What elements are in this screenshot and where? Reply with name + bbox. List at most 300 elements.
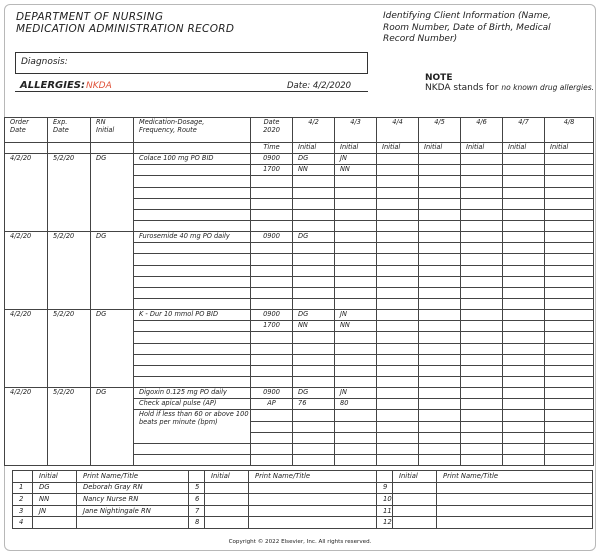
initial-cell — [419, 232, 461, 243]
initial-cell — [335, 410, 377, 421]
initial-cell — [293, 443, 335, 454]
legend-initial-header: Initial — [393, 471, 437, 483]
initial-cell — [293, 365, 335, 376]
legend-initial-header: Initial — [33, 471, 77, 483]
initial-cell — [293, 209, 335, 220]
initial-cell — [419, 410, 461, 421]
medication-cell — [134, 287, 251, 298]
legend-number: 4 — [13, 517, 33, 529]
initial-cell — [335, 232, 377, 243]
initial-cell — [461, 421, 503, 432]
rn-initial: DG — [91, 388, 134, 466]
col-day-6: 4/7 — [503, 118, 545, 143]
form-title — [16, 11, 234, 35]
note-text — [425, 83, 594, 93]
time-cell — [251, 220, 293, 231]
initial-cell: JN — [335, 154, 377, 165]
legend-name-header: Print Name/Title — [249, 471, 377, 483]
initial-cell — [293, 198, 335, 209]
time-cell — [251, 287, 293, 298]
order-date: 4/2/20 — [5, 388, 48, 466]
initial-cell — [335, 254, 377, 265]
initial-cell: NN — [293, 321, 335, 332]
initial-cell — [377, 432, 419, 443]
initial-cell — [461, 209, 503, 220]
time-cell: 0900 — [251, 232, 293, 243]
initial-cell — [293, 276, 335, 287]
order-date: 4/2/20 — [5, 232, 48, 310]
initial-cell — [419, 154, 461, 165]
initial-cell — [293, 454, 335, 465]
initial-cell — [461, 343, 503, 354]
initial-cell — [377, 310, 419, 321]
initial-cell — [545, 399, 594, 410]
col-day-5: 4/6 — [461, 118, 503, 143]
initial-cell — [419, 454, 461, 465]
medication-name: Colace 100 mg PO BID — [134, 154, 251, 165]
initial-cell — [335, 343, 377, 354]
time-cell — [251, 332, 293, 343]
legend-initial — [205, 494, 249, 506]
medication-name: Furosemide 40 mg PO daily — [134, 232, 251, 243]
medication-cell — [134, 365, 251, 376]
initial-cell — [461, 365, 503, 376]
initial-cell — [461, 432, 503, 443]
exp-date: 5/2/20 — [48, 232, 91, 310]
initial-cell — [419, 243, 461, 254]
initial-cell — [545, 176, 594, 187]
initial-cell — [461, 154, 503, 165]
legend-row — [13, 517, 593, 529]
initial-cell — [461, 376, 503, 387]
time-cell — [251, 454, 293, 465]
medication-cell — [134, 298, 251, 309]
initial-cell: DG — [293, 232, 335, 243]
initial-cell — [335, 243, 377, 254]
initial-cell — [293, 421, 335, 432]
initial-cell — [377, 421, 419, 432]
col-date: Date 2020 — [251, 118, 293, 143]
initial-cell — [377, 410, 419, 421]
col-day-1: 4/2 — [293, 118, 335, 143]
medication-name: Digoxin 0.125 mg PO daily — [134, 388, 251, 399]
diagnosis-box — [15, 52, 368, 74]
initial-cell — [503, 365, 545, 376]
time-cell — [251, 343, 293, 354]
initial-cell — [461, 243, 503, 254]
legend-initial: NN — [33, 494, 77, 506]
medication-cell — [134, 332, 251, 343]
initial-cell — [377, 276, 419, 287]
legend-initial — [33, 517, 77, 529]
initial-cell — [377, 287, 419, 298]
initial-cell — [293, 376, 335, 387]
initial-cell — [461, 454, 503, 465]
medication-cell — [134, 254, 251, 265]
initial-cell — [503, 432, 545, 443]
time-cell — [251, 410, 293, 421]
initial-cell — [419, 443, 461, 454]
signature-legend-table — [12, 470, 593, 529]
time-cell — [251, 187, 293, 198]
initial-cell — [545, 220, 594, 231]
initial-cell: DG — [293, 310, 335, 321]
time-cell: 0900 — [251, 310, 293, 321]
rn-initial: DG — [91, 154, 134, 232]
note-title: NOTE — [425, 73, 453, 83]
initial-cell — [461, 220, 503, 231]
initial-cell — [419, 399, 461, 410]
initial-cell — [545, 421, 594, 432]
legend-name — [249, 494, 377, 506]
initial-cell — [503, 265, 545, 276]
legend-number: 3 — [13, 505, 33, 517]
initial-label: Initial — [377, 143, 419, 154]
mar-table — [4, 117, 594, 466]
initial-cell: DG — [293, 154, 335, 165]
initial-cell — [335, 176, 377, 187]
legend-number: 2 — [13, 494, 33, 506]
medication-cell — [134, 443, 251, 454]
initial-cell — [293, 354, 335, 365]
legend-row — [13, 482, 593, 494]
initial-cell — [461, 232, 503, 243]
medication-cell — [134, 321, 251, 332]
initial-cell — [377, 187, 419, 198]
initial-cell — [335, 187, 377, 198]
medication-cell — [134, 165, 251, 176]
legend-name: Deborah Gray RN — [77, 482, 189, 494]
legend-row — [13, 505, 593, 517]
initial-cell: NN — [293, 165, 335, 176]
time-cell — [251, 276, 293, 287]
initial-cell — [419, 421, 461, 432]
initial-cell — [419, 220, 461, 231]
initial-cell — [545, 388, 594, 399]
initial-cell — [545, 354, 594, 365]
medication-cell — [134, 243, 251, 254]
time-cell: 0900 — [251, 154, 293, 165]
legend-number-header — [189, 471, 205, 483]
initial-cell — [545, 332, 594, 343]
time-cell — [251, 376, 293, 387]
legend-name-header: Print Name/Title — [77, 471, 189, 483]
note-text-main: NKDA stands for — [425, 83, 499, 93]
initial-cell — [461, 265, 503, 276]
initial-cell — [503, 154, 545, 165]
initial-cell — [545, 365, 594, 376]
exp-date: 5/2/20 — [48, 154, 91, 232]
order-date: 4/2/20 — [5, 154, 48, 232]
initial-cell — [461, 354, 503, 365]
initial-cell — [377, 198, 419, 209]
initial-cell — [293, 220, 335, 231]
initial-cell — [419, 265, 461, 276]
initial-cell: NN — [335, 165, 377, 176]
col-exp-date: Exp. Date — [48, 118, 91, 143]
initial-label: Initial — [293, 143, 335, 154]
legend-number: 12 — [377, 517, 393, 529]
initial-cell — [377, 399, 419, 410]
initial-cell — [545, 321, 594, 332]
time-cell: 0900 — [251, 388, 293, 399]
form-title-line2: MEDICATION ADMINISTRATION RECORD — [16, 23, 235, 35]
initial-cell — [461, 443, 503, 454]
initial-cell — [545, 410, 594, 421]
initial-cell — [293, 254, 335, 265]
medication-cell — [134, 343, 251, 354]
initial-cell — [545, 198, 594, 209]
initial-cell — [461, 298, 503, 309]
time-cell — [251, 443, 293, 454]
medication-name: K - Dur 10 mmol PO BID — [134, 310, 251, 321]
initial-cell — [503, 276, 545, 287]
initial-cell — [503, 343, 545, 354]
initial-cell — [461, 254, 503, 265]
mar-body — [5, 154, 594, 466]
initial-cell — [335, 332, 377, 343]
initial-cell — [377, 321, 419, 332]
medication-check: Check apical pulse (AP) — [134, 399, 251, 410]
initial-cell — [545, 432, 594, 443]
initial-cell — [377, 298, 419, 309]
legend-name: Jane Nightingale RN — [77, 505, 189, 517]
initial-cell — [503, 165, 545, 176]
allergies-date: Date: 4/2/2020 — [287, 81, 352, 91]
time-cell — [251, 254, 293, 265]
legend-number: 6 — [189, 494, 205, 506]
initial-cell — [335, 265, 377, 276]
initial-cell — [419, 321, 461, 332]
initial-label: Initial — [545, 143, 594, 154]
initial-cell — [335, 421, 377, 432]
initial-cell — [419, 343, 461, 354]
initial-cell — [545, 287, 594, 298]
col-day-7: 4/8 — [545, 118, 594, 143]
initial-cell — [545, 376, 594, 387]
allergies-underline — [15, 91, 368, 92]
medication-cell — [134, 276, 251, 287]
initial-cell — [461, 165, 503, 176]
legend-name — [77, 517, 189, 529]
legend-number: 8 — [189, 517, 205, 529]
initial-cell — [419, 376, 461, 387]
legend-number-header — [13, 471, 33, 483]
time-cell — [251, 354, 293, 365]
initial-cell — [377, 165, 419, 176]
identifying-info-line1: Identifying Client Information (Name, — [383, 11, 551, 21]
legend-number: 5 — [189, 482, 205, 494]
legend-initial — [205, 482, 249, 494]
initial-cell — [377, 443, 419, 454]
initial-cell: NN — [335, 321, 377, 332]
initial-cell — [335, 276, 377, 287]
initial-label: Initial — [335, 143, 377, 154]
initial-cell — [335, 198, 377, 209]
col-rn-initial: RN Initial — [91, 118, 134, 143]
initial-label: Initial — [419, 143, 461, 154]
time-cell: AP — [251, 399, 293, 410]
initial-cell — [335, 443, 377, 454]
legend-name — [437, 482, 593, 494]
initial-cell — [503, 454, 545, 465]
medication-cell — [134, 354, 251, 365]
initial-cell — [461, 388, 503, 399]
initial-cell — [545, 165, 594, 176]
allergies-label: ALLERGIES: — [20, 80, 85, 91]
initial-cell — [503, 232, 545, 243]
note-text-small: no known drug allergies. — [501, 83, 595, 92]
legend-number: 9 — [377, 482, 393, 494]
initial-cell — [419, 298, 461, 309]
legend-number: 1 — [13, 482, 33, 494]
initial-cell — [335, 287, 377, 298]
initial-cell — [503, 198, 545, 209]
legend-number: 7 — [189, 505, 205, 517]
initial-cell — [503, 209, 545, 220]
legend-initial — [205, 505, 249, 517]
medication-cell — [134, 176, 251, 187]
rn-initial: DG — [91, 310, 134, 388]
initial-cell — [293, 287, 335, 298]
initial-cell — [545, 298, 594, 309]
initial-cell — [335, 298, 377, 309]
initial-cell — [545, 443, 594, 454]
initial-cell — [293, 432, 335, 443]
legend-initial — [205, 517, 249, 529]
initial-cell — [335, 209, 377, 220]
mar-subheader-row — [5, 143, 594, 154]
initial-cell — [545, 310, 594, 321]
initial-cell — [503, 388, 545, 399]
initial-cell — [293, 343, 335, 354]
legend-initial — [393, 494, 437, 506]
legend-number: 11 — [377, 505, 393, 517]
initial-cell — [377, 376, 419, 387]
initial-cell — [545, 343, 594, 354]
legend-name — [437, 517, 593, 529]
initial-cell — [545, 276, 594, 287]
identifying-info — [383, 11, 593, 46]
initial-cell — [503, 176, 545, 187]
initial-cell — [419, 432, 461, 443]
initial-cell — [293, 176, 335, 187]
initial-cell — [461, 276, 503, 287]
initial-cell — [503, 376, 545, 387]
order-date: 4/2/20 — [5, 310, 48, 388]
medication-cell — [134, 198, 251, 209]
initial-cell — [461, 410, 503, 421]
initial-cell — [545, 232, 594, 243]
mar-header-row — [5, 118, 594, 143]
identifying-info-line3: Record Number) — [383, 34, 458, 44]
initial-cell — [377, 209, 419, 220]
initial-cell — [461, 287, 503, 298]
initial-cell — [377, 220, 419, 231]
initial-label: Initial — [461, 143, 503, 154]
initial-cell — [503, 354, 545, 365]
initial-cell — [503, 443, 545, 454]
initial-cell — [461, 176, 503, 187]
initial-cell — [377, 454, 419, 465]
time-cell — [251, 176, 293, 187]
initial-cell — [377, 254, 419, 265]
medication-cell — [134, 265, 251, 276]
copyright: Copyright © 2022 Elsevier, Inc. All rights reserved. — [228, 539, 372, 545]
legend-number-header — [377, 471, 393, 483]
initial-cell — [419, 354, 461, 365]
initial-cell — [419, 176, 461, 187]
initial-cell — [377, 332, 419, 343]
initial-cell — [503, 421, 545, 432]
initial-cell — [293, 187, 335, 198]
time-cell — [251, 198, 293, 209]
legend-name — [249, 505, 377, 517]
medication-cell — [134, 220, 251, 231]
initial-cell — [419, 310, 461, 321]
initial-cell — [419, 332, 461, 343]
initial-cell — [419, 254, 461, 265]
time-label: Time — [251, 143, 293, 154]
initial-cell — [377, 176, 419, 187]
medication-cell — [134, 454, 251, 465]
initial-cell — [503, 287, 545, 298]
time-cell — [251, 265, 293, 276]
initial-cell — [377, 354, 419, 365]
time-cell — [251, 298, 293, 309]
initial-cell — [503, 220, 545, 231]
initial-cell — [419, 187, 461, 198]
initial-cell — [461, 310, 503, 321]
time-cell — [251, 421, 293, 432]
initial-cell — [335, 432, 377, 443]
time-cell — [251, 365, 293, 376]
initial-cell: 76 — [293, 399, 335, 410]
med-row — [5, 388, 594, 399]
initial-cell — [419, 365, 461, 376]
medication-cell — [134, 187, 251, 198]
initial-cell — [461, 187, 503, 198]
col-day-3: 4/4 — [377, 118, 419, 143]
initial-cell — [545, 187, 594, 198]
col-order-date: Order Date — [5, 118, 48, 143]
med-row — [5, 154, 594, 165]
initial-cell — [503, 321, 545, 332]
initial-cell — [503, 298, 545, 309]
initial-label: Initial — [503, 143, 545, 154]
initial-cell — [419, 165, 461, 176]
initial-cell — [419, 198, 461, 209]
initial-cell — [503, 399, 545, 410]
diagnosis-label: Diagnosis: — [21, 57, 68, 67]
legend-name — [437, 494, 593, 506]
legend-row — [13, 494, 593, 506]
initial-cell — [419, 287, 461, 298]
legend-header-row — [13, 471, 593, 483]
col-medication: Medication-Dosage, Frequency, Route — [134, 118, 251, 143]
legend-initial: DG — [33, 482, 77, 494]
initial-cell — [293, 332, 335, 343]
initial-cell — [419, 209, 461, 220]
col-day-4: 4/5 — [419, 118, 461, 143]
legend-name: Nancy Nurse RN — [77, 494, 189, 506]
initial-cell: 80 — [335, 399, 377, 410]
legend-name-header: Print Name/Title — [437, 471, 593, 483]
initial-cell — [419, 276, 461, 287]
initial-cell — [461, 332, 503, 343]
legend-name — [437, 505, 593, 517]
initial-cell — [377, 243, 419, 254]
